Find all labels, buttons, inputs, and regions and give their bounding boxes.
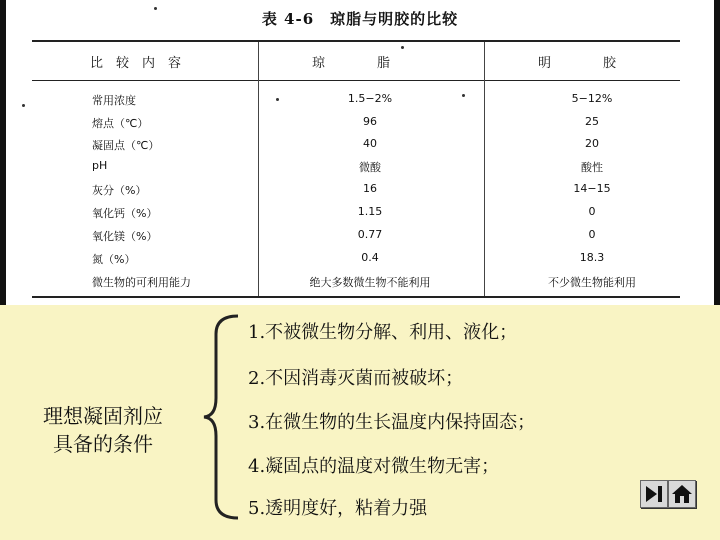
row-label: pH <box>92 159 108 172</box>
row-label: 常用浓度 <box>92 94 136 107</box>
end-button[interactable] <box>640 480 668 508</box>
row-label: 微生物的可利用能力 <box>92 276 191 289</box>
scan-speck <box>22 104 25 107</box>
requirement-item: 5.透明度好，粘着力强 <box>248 498 428 519</box>
header-gelatin: 明 胶 <box>538 56 617 71</box>
column-divider <box>484 42 485 296</box>
requirement-item: 2.不因消毒灭菌而被破坏； <box>248 368 464 389</box>
scan-speck <box>154 7 157 10</box>
agar-cell: 微酸 <box>359 161 381 174</box>
gelatin-cell: 0 <box>588 228 596 241</box>
home-button[interactable] <box>668 480 696 508</box>
row-label: 氧化镁（%） <box>92 230 158 243</box>
requirement-item: 1.不被微生物分解、利用、液化； <box>248 322 518 343</box>
gelatin-cell: 不少微生物能利用 <box>548 276 636 289</box>
row-label: 氧化钙（%） <box>92 207 158 220</box>
scan-border-left <box>0 0 6 305</box>
agar-cell: 96 <box>363 115 377 128</box>
scan-border-right <box>714 0 720 305</box>
requirements-title-line2: 具备的条件 <box>53 432 153 456</box>
scan-speck <box>401 46 404 49</box>
header-compare: 比 较 内 容 <box>90 56 182 71</box>
scan-speck <box>276 98 279 101</box>
gelatin-cell: 25 <box>585 115 599 128</box>
column-divider <box>258 42 259 296</box>
requirements-title <box>28 402 178 458</box>
requirement-item: 3.在微生物的生长温度内保持固态； <box>248 412 536 433</box>
requirement-item: 4.凝固点的温度对微生物无害； <box>248 456 500 477</box>
curly-brace <box>202 312 242 522</box>
gelatin-cell: 酸性 <box>581 161 603 174</box>
table-bottom-rule <box>32 296 680 298</box>
table-caption: 表 4-6 琼脂与明胶的比较 <box>261 10 459 28</box>
home-icon <box>669 481 695 507</box>
end-icon <box>641 481 667 507</box>
agar-cell: 0.4 <box>361 251 379 264</box>
agar-cell: 16 <box>363 182 377 195</box>
table-header-rule <box>32 80 680 81</box>
gelatin-cell: 0 <box>588 205 596 218</box>
agar-cell: 0.77 <box>357 228 383 241</box>
agar-cell: 1.5−2% <box>347 92 393 105</box>
row-label: 氮（%） <box>92 253 136 266</box>
row-label: 灰分（%） <box>92 184 147 197</box>
gelatin-cell: 18.3 <box>579 251 605 264</box>
header-agar: 琼 脂 <box>312 56 391 71</box>
agar-cell: 绝大多数微生物不能利用 <box>309 276 431 289</box>
agar-cell: 40 <box>363 137 377 150</box>
row-label: 凝固点（℃） <box>92 139 160 152</box>
agar-cell: 1.15 <box>357 205 383 218</box>
gelatin-cell: 14−15 <box>573 182 611 195</box>
row-label: 熔点（℃） <box>92 117 149 130</box>
requirements-title-line1: 理想凝固剂应 <box>43 404 163 428</box>
gelatin-cell: 20 <box>585 137 599 150</box>
table-top-rule <box>32 40 680 42</box>
gelatin-cell: 5−12% <box>571 92 613 105</box>
scan-speck <box>462 94 465 97</box>
